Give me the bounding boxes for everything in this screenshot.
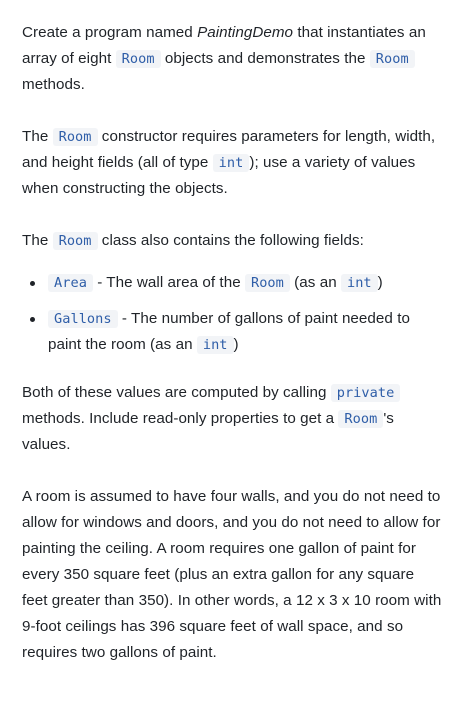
code-room: Room [338,410,383,428]
text: ) [233,336,239,353]
text: - The number of gallons of paint needed to paint the room (as an [48,310,410,353]
program-name: PaintingDemo [197,24,294,41]
assignment-description [22,20,442,692]
code-private: private [331,384,401,402]
text: - The wall area of the [92,274,245,291]
code-int: int [197,336,234,354]
text: methods. Include read-only properties to get a [22,410,339,427]
code-room: Room [53,128,98,146]
code-int: int [341,274,378,292]
paragraph-intro [22,20,442,98]
code-room: Room [245,274,290,292]
list-item-gallons [22,306,442,358]
code-room: Room [116,50,161,68]
code-room: Room [53,232,98,250]
text: ) [377,274,383,291]
paragraph-room-assumptions: A room is assumed to have four walls, and you do not need to allow for windows and doors, and you do not need to allow for painting the ceiling. A room requires one gallon of paint for every 350 square feet (plus an extra gallon for any square feet greater than 350). In other words, a 12 x 3 x 10 room with 9-foot ceilings has 396 square feet of wall space, and so requires two gallons of paint. [22,488,442,661]
list-item-area [22,270,442,296]
text: The [22,232,53,249]
text: Both of these values are computed by calling [22,384,331,401]
bullet-icon [30,281,35,286]
text: The [22,128,53,145]
paragraph-constructor [22,124,442,202]
code-room: Room [370,50,415,68]
paragraph-fields-intro [22,228,442,254]
text: (as an [289,274,341,291]
fields-list [22,270,442,358]
text: constructor requires parameters for length, width, and height fields (all of type [22,128,436,171]
code-int: int [213,154,250,172]
bullet-icon [30,317,35,322]
paragraph-computed [22,380,442,458]
text: class also contains the following fields: [97,232,364,249]
text: that instantiates an array of eight [22,24,426,67]
text: Create a program named [22,24,198,41]
text: objects and demonstrates the [160,50,370,67]
text: methods. [22,76,85,93]
code-gallons: Gallons [48,310,118,328]
text: ); use a variety of values when constructing the objects. [22,154,416,197]
code-area: Area [48,274,93,292]
text: 's values. [22,410,394,453]
